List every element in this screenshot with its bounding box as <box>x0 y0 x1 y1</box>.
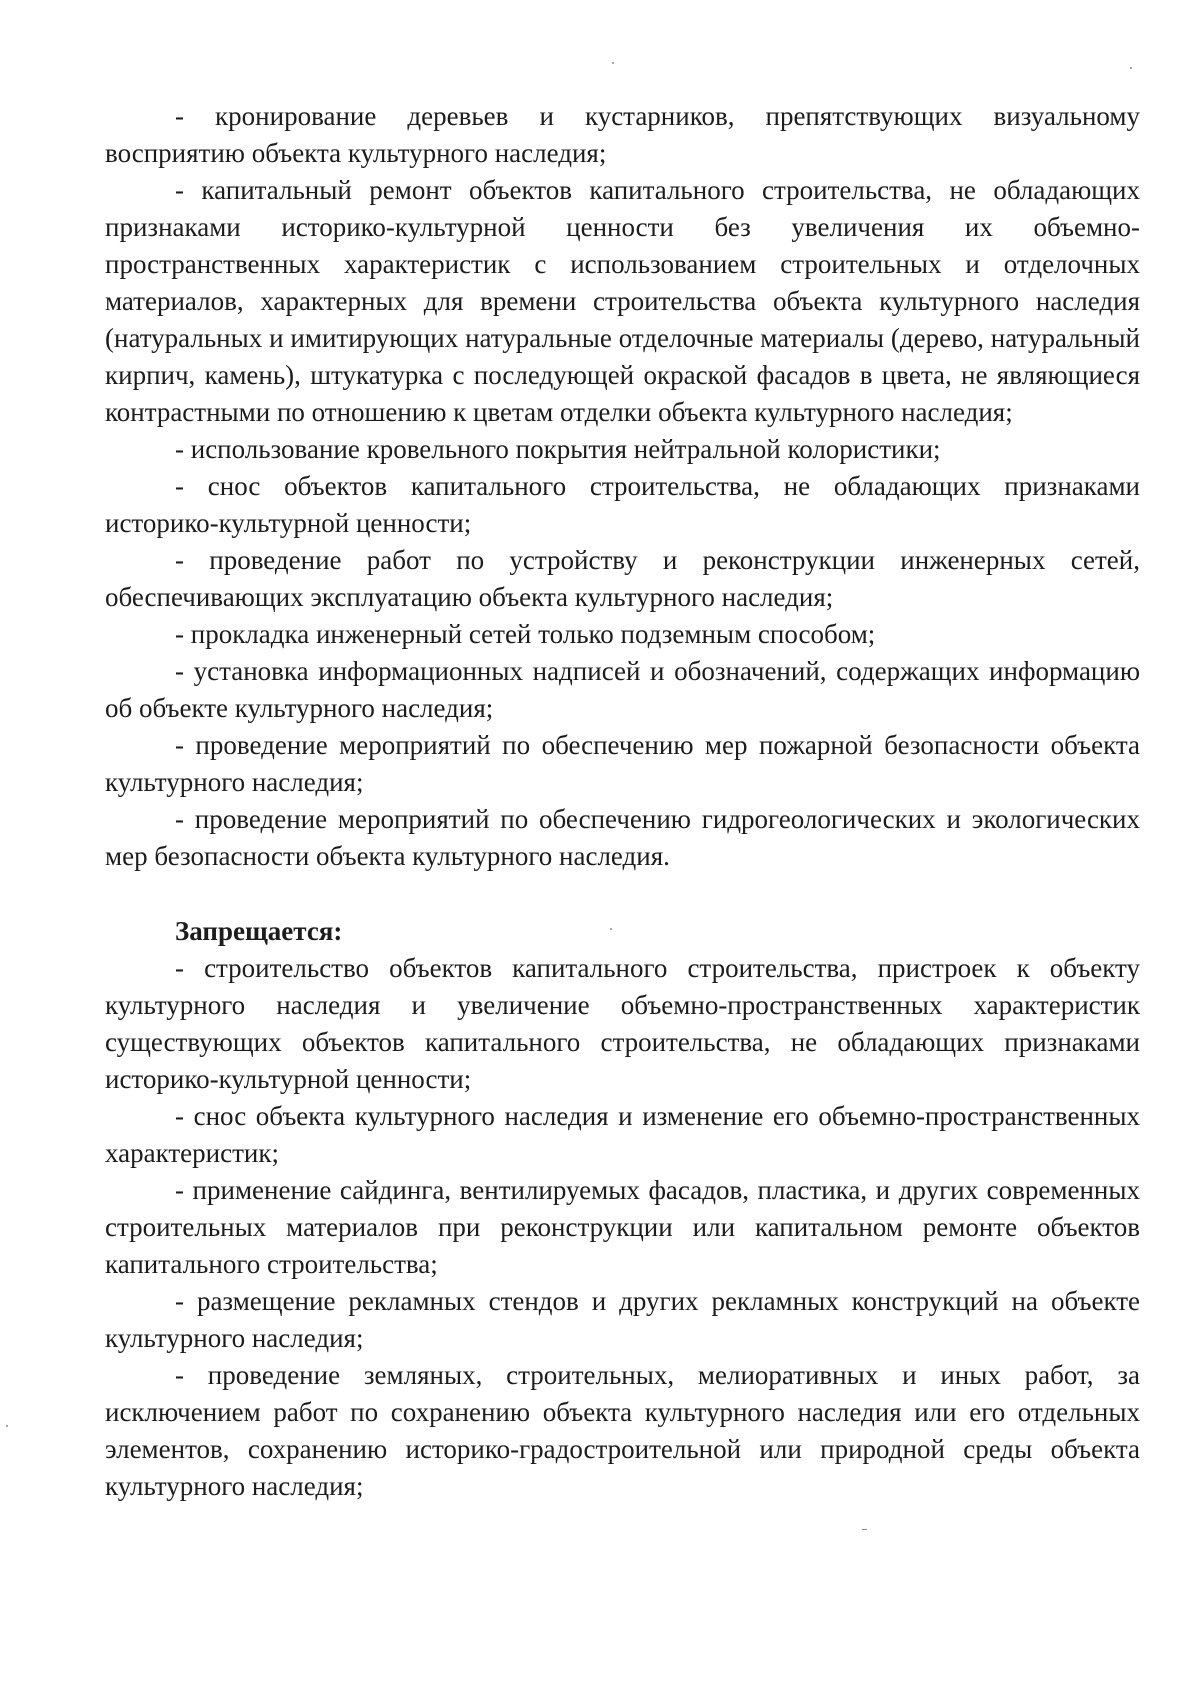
allowed-item-7: - установка информационных надписей и обозначений, содержащих информацию об объекте культурного наследия; <box>105 656 1140 723</box>
allowed-item-3: - использование кровельного покрытия нейтральной колористики; <box>175 434 941 464</box>
prohibited-item-3: - применение сайдинга, вентилируемых фасадов, пластика, и других современных строительных материалов при реконструкции или капитальном ремонте объектов капитального строительства; <box>105 1175 1140 1279</box>
allowed-item-4: - снос объектов капитального строительства, не обладающих признаками историко-культурной ценности; <box>105 471 1140 538</box>
prohibited-item-2: - снос объекта культурного наследия и изменение его объемно-пространственных характеристик; <box>105 1101 1140 1168</box>
prohibited-item-4: - размещение рекламных стендов и других рекламных конструкций на объекте культурного наследия; <box>105 1286 1140 1353</box>
allowed-item-9: - проведение мероприятий по обеспечению гидрогеологических и экологических мер безопасности объекта культурного наследия. <box>105 804 1140 871</box>
scan-speck <box>612 62 614 64</box>
scan-speck <box>6 1425 8 1427</box>
prohibited-item-1: - строительство объектов капитального строительства, пристроек к объекту культурного наследия и увеличение объемно-пространственных характеристик существующих объектов капитального строительства, не обладающих признаками историко-культурной ценности; <box>105 953 1140 1094</box>
scan-speck <box>610 928 612 930</box>
prohibited-item-5: - проведение земляных, строительных, мелиоративных и иных работ, за исключением работ по сохранению объекта культурного наследия или его отдельных элементов, сохранению историко-градостроительной или природной среды объекта культурного наследия; <box>105 1360 1140 1501</box>
scan-speck <box>1130 67 1132 69</box>
allowed-item-1: - кронирование деревьев и кустарников, препятствующих визуальному восприятию объекта культурного наследия; <box>105 101 1140 168</box>
scan-speck <box>862 1529 867 1530</box>
allowed-item-5: - проведение работ по устройству и реконструкции инженерных сетей, обеспечивающих эксплуатацию объекта культурного наследия; <box>105 545 1140 612</box>
allowed-item-6: - прокладка инженерный сетей только подземным способом; <box>175 619 876 649</box>
allowed-item-2: - капитальный ремонт объектов капитального строительства, не обладающих признаками историко-культурной ценности без увеличения их объемно-пространственных характеристик с использованием строительных и отделочных материалов, характерных для времени строительства объекта культурного наследия (натуральных и имитирующих натуральные отделочные материалы (дерево, натуральный кирпич, камень), штукатурка с последующей окраской фасадов в цвета, не являющиеся контрастными по отношению к цветам отделки объекта культурного наследия; <box>105 175 1140 427</box>
document-body <box>105 98 1140 1505</box>
prohibited-heading: Запрещается: <box>175 916 343 946</box>
allowed-item-8: - проведение мероприятий по обеспечению мер пожарной безопасности объекта культурного наследия; <box>105 730 1140 797</box>
